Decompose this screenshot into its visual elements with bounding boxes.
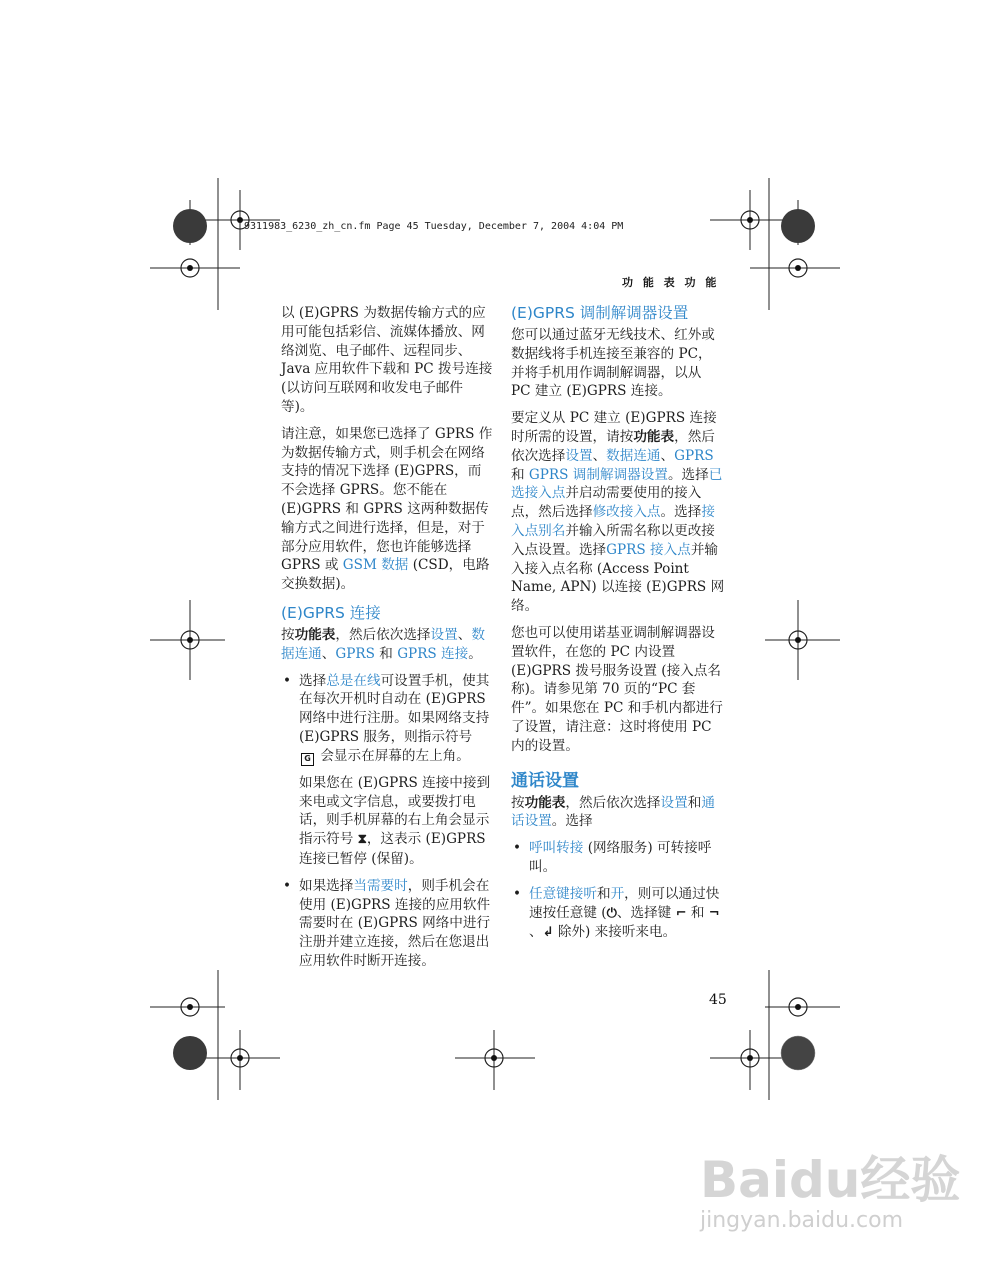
call-settings-path xyxy=(511,794,725,832)
bullet-text: (网络服务) 可转接呼叫。 xyxy=(529,840,712,875)
file-header-line: 9311983_6230_zh_cn.fm Page 45 Tuesday, December 7, 2004 4:04 PM xyxy=(244,221,624,232)
period: 。 xyxy=(468,645,482,662)
list-item-call-divert xyxy=(511,839,725,877)
gprs-link[interactable]: GPRS xyxy=(335,645,375,662)
and-text: 和 xyxy=(596,885,611,902)
always-online-link[interactable]: 总是在线 xyxy=(326,672,381,689)
gprs-suspended-icon: ⧗ xyxy=(357,832,367,848)
modem-text: 并输入所需名称以更改接入点设置。选择 xyxy=(511,522,715,558)
bullet-text: 、选择键 xyxy=(616,904,676,921)
active-access-point-link[interactable]: 已选接入点 xyxy=(511,466,723,502)
separator: 、 xyxy=(660,447,675,464)
then-select-text: ，然后依次选择 xyxy=(565,794,661,811)
then-select-text: ，然后依次选择 xyxy=(335,626,431,643)
modem-text: 并启动需要使用的接入点，然后选择 xyxy=(511,485,702,521)
right-column xyxy=(511,302,725,951)
modem-text: 要定义从 PC 建立 (E)GPRS 连接时所需的设置，请按 xyxy=(511,410,717,445)
call-settings-heading: 通话设置 xyxy=(511,770,579,791)
bullet-text: 和 xyxy=(686,904,709,921)
modem-software-paragraph: 您也可以使用诺基亚调制解调器设置软件，在您的 PC 内设置 (E)GPRS 拨号服务设置 (接入点名称)。请参见第 70 页的“PC 套件”。如果您在 PC 和手机内都进行了设置，请注意：这时将使用 PC 内的设置。 xyxy=(511,624,723,754)
settings-link[interactable]: 设置 xyxy=(430,626,458,643)
bullet-text: 选择 xyxy=(299,672,327,689)
bullet-text: 会显示在屏幕的左上角。 xyxy=(316,747,470,764)
egprs-connection-path xyxy=(281,626,493,664)
page-number: 45 xyxy=(709,992,727,1008)
settings-link[interactable]: 设置 xyxy=(565,447,593,464)
call-divert-link[interactable]: 呼叫转接 xyxy=(529,840,584,857)
menu-term: 功能表 xyxy=(633,428,675,445)
separator: 、 xyxy=(321,645,336,662)
modem-settings-heading: (E)GPRS 调制解调器设置 xyxy=(511,304,689,322)
when-needed-link[interactable]: 当需要时 xyxy=(353,877,408,894)
modem-text: 。选择 xyxy=(667,466,709,483)
menu-term: 功能表 xyxy=(524,794,566,811)
running-head: 功 能 表 功 能 xyxy=(622,276,720,289)
anykey-answer-link[interactable]: 任意键接听 xyxy=(529,885,597,902)
note-text-a: 请注意，如果您已选择了 GPRS 作为数据传输方式，则手机会在网络支持的情况下选择 (E)GPRS，而不会选择 GPRS。您不能在 (E)GPRS 和 GPRS 这两种数据传输方式之间进行选择，但是，对于部分应用软件，您也许能够选择 GPRS 或 xyxy=(281,425,493,574)
press-text: 按 xyxy=(511,794,525,811)
modem-text: ，然后依次选择 xyxy=(511,428,715,464)
edit-access-point-link[interactable]: 修改接入点 xyxy=(592,504,661,521)
call-settings-link[interactable]: 通话设置 xyxy=(511,794,715,830)
suspended-text: 如果您在 (E)GPRS 连接中接到来电或文字信息，或要拨打电话，则手机屏幕的右上角会显示指示符号 xyxy=(299,774,491,848)
gprs-access-point-link[interactable]: GPRS 接入点 xyxy=(606,541,691,558)
watermark-logo: Baidu经验 xyxy=(700,1151,961,1209)
note-paragraph xyxy=(281,425,493,594)
suspended-note xyxy=(299,774,493,869)
call-options-list xyxy=(511,839,725,943)
on-option-link[interactable]: 开 xyxy=(610,885,625,902)
watermark-url: jingyan.baidu.com xyxy=(700,1208,904,1233)
modem-setup-paragraph xyxy=(511,409,725,616)
end-key-icon: ↲ xyxy=(542,925,554,941)
egprs-options-list xyxy=(281,672,493,971)
separator: 、 xyxy=(457,626,472,643)
gprs-modem-settings-link[interactable]: GPRS 调制解调器设置 xyxy=(528,466,668,483)
bullet-text: ，则可以通过快速按任意键 ( xyxy=(529,885,720,921)
and-text: 和 xyxy=(687,794,702,811)
access-point-alias-link[interactable]: 接入点别名 xyxy=(511,504,715,539)
menu-term: 功能表 xyxy=(294,626,336,643)
left-column xyxy=(281,304,493,979)
bullet-text: 除外) 来接听来电。 xyxy=(553,924,677,941)
and-text: 和 xyxy=(511,466,529,483)
list-item-when-needed xyxy=(281,877,493,971)
right-selection-key-icon: ¬ xyxy=(708,905,720,921)
bullet-text: ，则手机会在使用 (E)GPRS 连接的应用软件需要时在 (E)GPRS 网络中进行注册并建立连接，然后在您退出应用软件时断开连接。 xyxy=(299,877,491,969)
separator: 、 xyxy=(529,924,543,941)
bullet-text: 如果选择 xyxy=(299,877,354,894)
power-key-icon: ⏻ xyxy=(606,905,617,921)
list-item-always-online xyxy=(281,672,493,869)
data-connectivity-link[interactable]: 数据连通 xyxy=(606,447,661,464)
bullet-text: 可设置手机，使其在每次开机时自动在 (E)GPRS 网络中进行注册。如果网络支持 (E)GPRS 服务，则指示符号 xyxy=(299,672,490,745)
and-text: 和 xyxy=(374,645,398,662)
suspended-text-end: ，这表示 (E)GPRS 连接已暂停 (保留)。 xyxy=(299,831,486,867)
modem-text: 。选择 xyxy=(660,504,702,521)
gprs-connection-link[interactable]: GPRS 连接 xyxy=(397,645,469,662)
settings-link[interactable]: 设置 xyxy=(660,794,688,811)
gprs-link[interactable]: GPRS xyxy=(674,447,714,464)
baidu-watermark xyxy=(700,1140,960,1233)
left-selection-key-icon: ⌐ xyxy=(675,905,687,921)
separator: 、 xyxy=(592,447,607,464)
modem-text: 并输入接入点名称 (Access Point Name, APN) 以连接 (E)GPRS 网络。 xyxy=(511,541,725,615)
note-text-b: (CSD，电路交换数据)。 xyxy=(281,557,490,593)
data-connectivity-link[interactable]: 数据连通 xyxy=(281,626,485,662)
modem-intro-paragraph: 您可以通过蓝牙无线技术、红外或数据线将手机连接至兼容的 PC，并将手机用作调制解调器，以从 PC 建立 (E)GPRS 连接。 xyxy=(511,327,715,400)
intro-paragraph: 以 (E)GPRS 为数据传输方式的应用可能包括彩信、流媒体播放、网络浏览、电子邮件、远程同步、Java 应用软件下载和 PC 拨号连接 (以访问互联网和收发电子邮件等)。 xyxy=(281,305,493,415)
press-text: 按 xyxy=(281,626,295,643)
egprs-connection-heading: (E)GPRS 连接 xyxy=(281,603,381,622)
select-text: 。选择 xyxy=(551,813,593,830)
gsm-data-link[interactable]: GSM 数据 xyxy=(342,557,409,574)
gprs-indicator-icon: G xyxy=(301,753,314,766)
list-item-anykey-answer xyxy=(511,885,725,943)
